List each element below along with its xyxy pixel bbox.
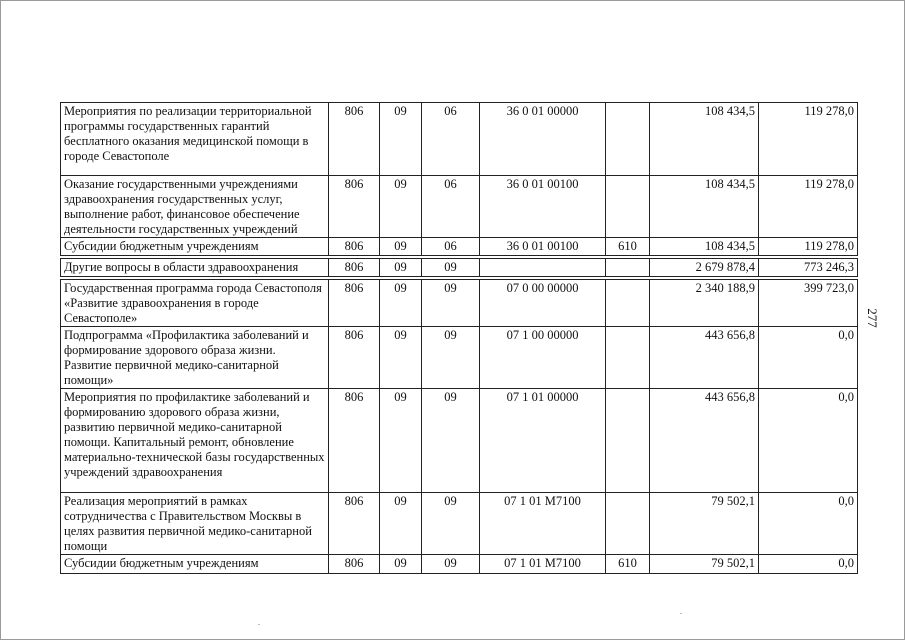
amount-year-2: 119 278,0 — [759, 238, 858, 256]
target-code: 36 0 01 00100 — [480, 176, 606, 238]
table-row — [61, 389, 858, 493]
table-row — [61, 493, 858, 555]
table-row — [61, 238, 858, 256]
expense-type-code — [606, 280, 650, 327]
amount-year-1: 2 340 188,9 — [650, 280, 759, 327]
subsection-code: 09 — [422, 280, 480, 327]
target-code — [480, 259, 606, 277]
row-name: Субсидии бюджетным учреждениям — [61, 238, 329, 256]
amount-year-2: 773 246,3 — [759, 259, 858, 277]
amount-year-1: 443 656,8 — [650, 389, 759, 493]
ministry-code: 806 — [329, 238, 380, 256]
amount-year-1: 108 434,5 — [650, 238, 759, 256]
amount-year-1: 108 434,5 — [650, 103, 759, 176]
section-code: 09 — [380, 493, 422, 555]
row-name: Мероприятия по профилактике заболеваний и формированию здорового образа жизни, развитию первичной медико-санитарной помощи. Капитальный ремонт, обновление материально-технической базы государственных учреждений здравоохранения — [61, 389, 329, 493]
amount-year-2: 0,0 — [759, 389, 858, 493]
amount-year-2: 119 278,0 — [759, 103, 858, 176]
section-code: 09 — [380, 327, 422, 389]
row-name: Субсидии бюджетным учреждениям — [61, 555, 329, 574]
table-row — [61, 103, 858, 176]
section-code: 09 — [380, 280, 422, 327]
ministry-code: 806 — [329, 389, 380, 493]
section-code: 09 — [380, 389, 422, 493]
subsection-code: 09 — [422, 389, 480, 493]
expense-type-code — [606, 389, 650, 493]
ministry-code: 806 — [329, 259, 380, 277]
table-row — [61, 327, 858, 389]
amount-year-2: 399 723,0 — [759, 280, 858, 327]
target-code: 36 0 01 00000 — [480, 103, 606, 176]
section-code: 09 — [380, 555, 422, 574]
amount-year-1: 79 502,1 — [650, 555, 759, 574]
section-code: 09 — [380, 176, 422, 238]
amount-year-2: 0,0 — [759, 555, 858, 574]
table-row — [61, 259, 858, 277]
amount-year-1: 443 656,8 — [650, 327, 759, 389]
scan-artifact — [258, 624, 260, 625]
target-code: 36 0 01 00100 — [480, 238, 606, 256]
row-name: Оказание государственными учреждениями здравоохранения государственных услуг, выполнение работ, финансовое обеспечение деятельности государственных учреждений — [61, 176, 329, 238]
row-name: Другие вопросы в области здравоохранения — [61, 259, 329, 277]
expense-type-code: 610 — [606, 238, 650, 256]
expense-type-code — [606, 327, 650, 389]
amount-year-2: 0,0 — [759, 327, 858, 389]
expense-type-code — [606, 103, 650, 176]
target-code: 07 1 01 00000 — [480, 389, 606, 493]
row-name: Государственная программа города Севастополя «Развитие здравоохранения в городе Севастополе» — [61, 280, 329, 327]
subsection-code: 06 — [422, 238, 480, 256]
subsection-code: 09 — [422, 555, 480, 574]
expense-type-code — [606, 176, 650, 238]
ministry-code: 806 — [329, 555, 380, 574]
section-code: 09 — [380, 259, 422, 277]
row-name: Реализация мероприятий в рамках сотрудничества с Правительством Москвы в целях развития первичной медико-санитарной помощи — [61, 493, 329, 555]
section-code: 09 — [380, 238, 422, 256]
budget-table — [60, 102, 858, 574]
row-name: Подпрограмма «Профилактика заболеваний и формирование здорового образа жизни. Развитие первичной медико-санитарной помощи» — [61, 327, 329, 389]
amount-year-1: 79 502,1 — [650, 493, 759, 555]
table-row — [61, 280, 858, 327]
subsection-code: 06 — [422, 176, 480, 238]
expense-type-code: 610 — [606, 555, 650, 574]
amount-year-2: 0,0 — [759, 493, 858, 555]
ministry-code: 806 — [329, 280, 380, 327]
expense-type-code — [606, 259, 650, 277]
ministry-code: 806 — [329, 493, 380, 555]
page-number: 277 — [864, 308, 880, 328]
row-name: Мероприятия по реализации территориальной программы государственных гарантий бесплатного оказания медицинской помощи в городе Севастополе — [61, 103, 329, 176]
amount-year-1: 2 679 878,4 — [650, 259, 759, 277]
subsection-code: 06 — [422, 103, 480, 176]
table-row — [61, 176, 858, 238]
subsection-code: 09 — [422, 259, 480, 277]
section-code: 09 — [380, 103, 422, 176]
amount-year-1: 108 434,5 — [650, 176, 759, 238]
table-row — [61, 555, 858, 574]
target-code: 07 1 01 M7100 — [480, 493, 606, 555]
subsection-code: 09 — [422, 327, 480, 389]
target-code: 07 1 01 M7100 — [480, 555, 606, 574]
subsection-code: 09 — [422, 493, 480, 555]
expense-type-code — [606, 493, 650, 555]
target-code: 07 1 00 00000 — [480, 327, 606, 389]
scan-artifact — [680, 613, 682, 614]
target-code: 07 0 00 00000 — [480, 280, 606, 327]
amount-year-2: 119 278,0 — [759, 176, 858, 238]
ministry-code: 806 — [329, 327, 380, 389]
ministry-code: 806 — [329, 103, 380, 176]
ministry-code: 806 — [329, 176, 380, 238]
